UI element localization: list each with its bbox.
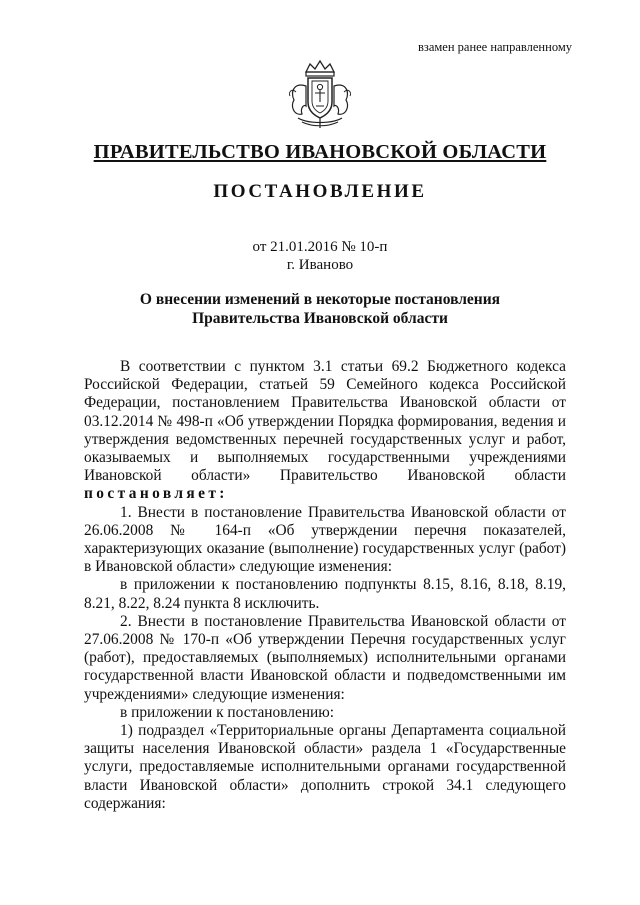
clause-2: 2. Внести в постановление Правительства Ивановской области от 27.06.2008 № 170-п «Об утверждении Перечня государственных услуг (работ), предоставляемых (выполняемых) исполнительными органами государственной власти Ивановской области и подведомственными им учреждениями» следующие изменения: — [84, 612, 566, 703]
document-type: ПОСТАНОВЛЕНИЕ — [213, 181, 427, 202]
document-date-number: от 21.01.2016 № 10-п — [252, 239, 388, 255]
clause-1-change: в приложении к постановлению подпункты 8.15, 8.16, 8.18, 8.19, 8.21, 8.22, 8.24 пункта 8 исключить. — [84, 576, 566, 612]
stamp-note: взамен ранее направленному — [417, 40, 572, 54]
resolves-word: постановляет: — [84, 485, 228, 503]
coat-of-arms-icon — [284, 58, 356, 130]
document-subject — [0, 290, 640, 328]
intro-paragraph — [84, 358, 566, 504]
clause-1: 1. Внести в постановление Правительства Ивановской области от 26.06.2008 № 164-п «Об утверждении перечня показателей, характеризующих оказание (выполнение) государственных услуг (работ) в Ивановской области» следующие изменения: — [84, 503, 566, 576]
intro-text: В соответствии с пунктом 3.1 статьи 69.2 Бюджетного кодекса Российской Федерации, статьей 59 Семейного кодекса Российской Федерации, постановлением Правительства Ивановской области от 03.12.2014 № 498-п «Об утверждении Порядка формирования, ведения и утверждения ведомственных перечней государственных услуг и работ, оказываемых и выполняемых государственными учреждениями Ивановской области» Правительство Ивановской области — [84, 358, 566, 485]
document-city: г. Иваново — [286, 257, 354, 273]
subject-line-2: Правительства Ивановской области — [192, 310, 448, 327]
subject-line-1: О внесении изменений в некоторые постановления — [139, 291, 501, 308]
clause-2-annex: в приложении к постановлению: — [120, 703, 335, 721]
clause-2-item-1: 1) подраздел «Территориальные органы Департамента социальной защиты населения Ивановской области» раздела 1 «Государственные услуги, предоставляемые исполнительными органами государственной власти Ивановской области» дополнить строкой 34.1 следующего содержания: — [84, 722, 566, 812]
date-and-place — [0, 238, 640, 274]
document-body — [84, 358, 566, 813]
organization-title: ПРАВИТЕЛЬСТВО ИВАНОВСКОЙ ОБЛАСТИ — [93, 141, 547, 163]
